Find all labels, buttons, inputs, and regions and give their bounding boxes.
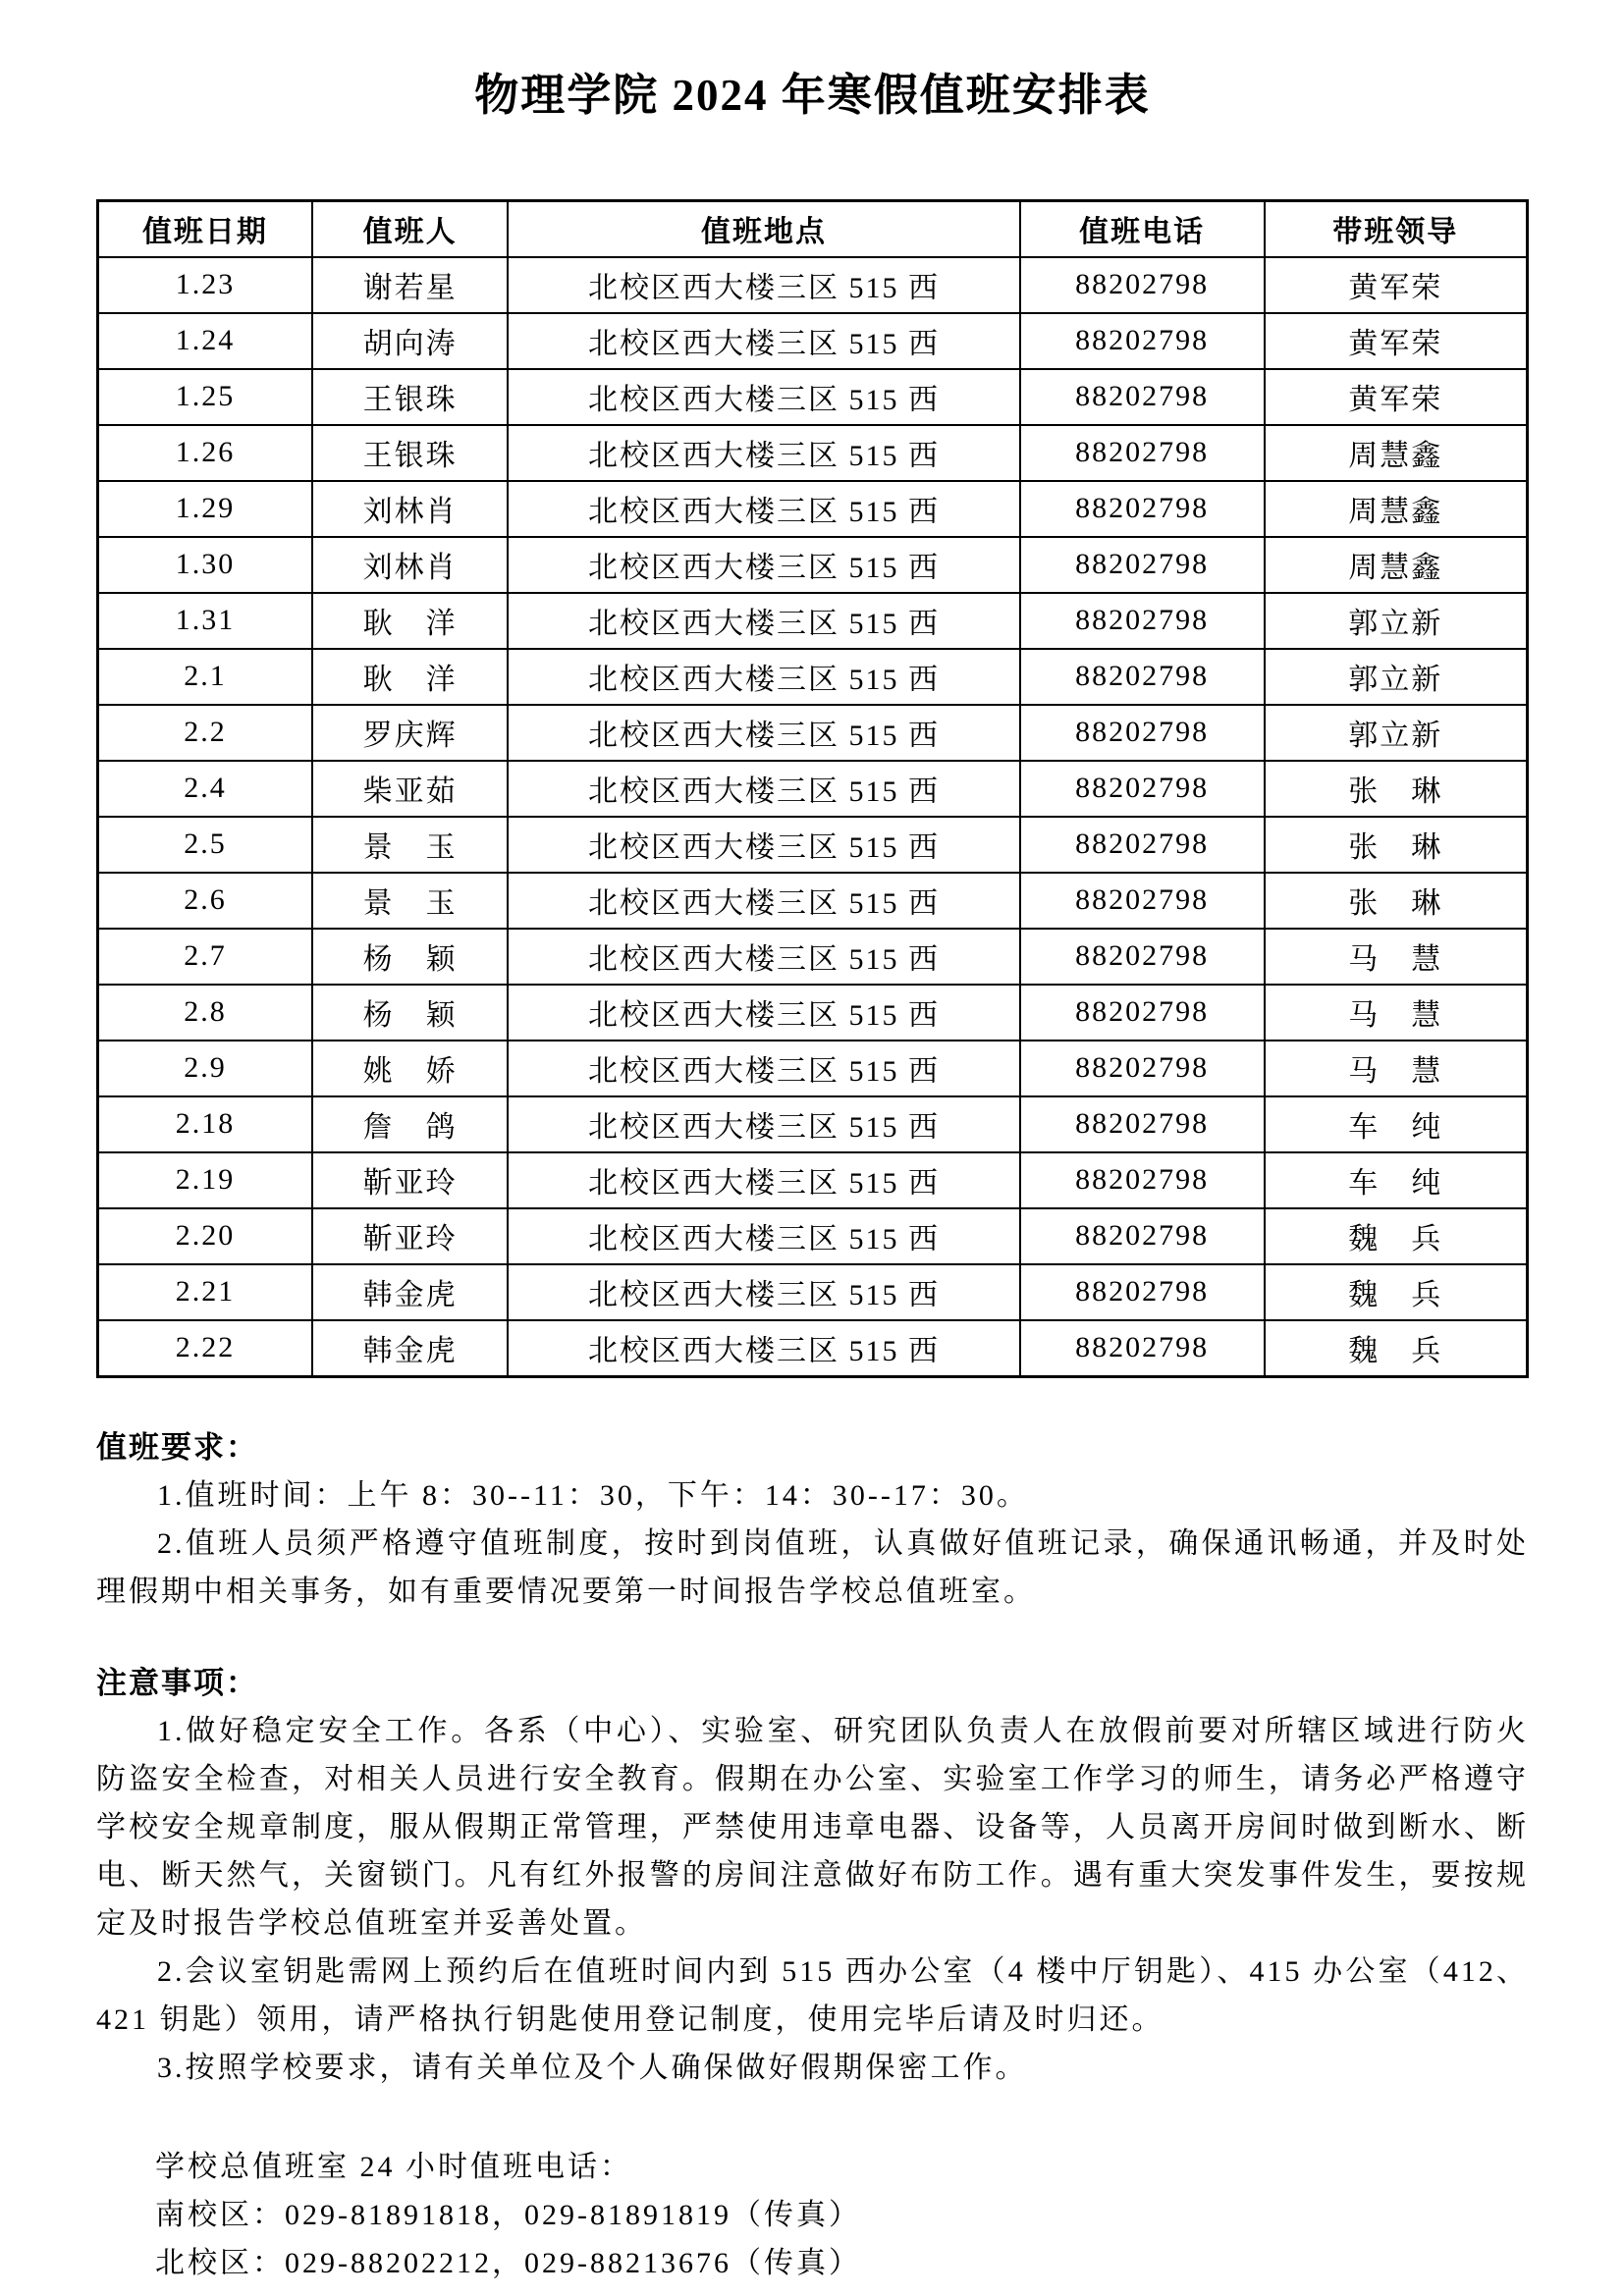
cell-date: 2.7 bbox=[98, 929, 312, 985]
table-row bbox=[98, 1152, 1528, 1208]
cell-phone: 88202798 bbox=[1020, 761, 1265, 817]
cell-person: 王银珠 bbox=[312, 369, 508, 425]
note-item-3: 3.按照学校要求，请有关单位及个人确保做好假期保密工作。 bbox=[157, 2051, 1028, 2084]
cell-date: 1.25 bbox=[98, 369, 312, 425]
cell-date: 1.24 bbox=[98, 313, 312, 369]
cell-person: 靳亚玲 bbox=[312, 1152, 508, 1208]
notes-heading: 注意事项： bbox=[96, 1665, 258, 1700]
cell-date: 2.19 bbox=[98, 1152, 312, 1208]
cell-location: 北校区西大楼三区 515 西 bbox=[508, 369, 1019, 425]
cell-location: 北校区西大楼三区 515 西 bbox=[508, 537, 1019, 593]
cell-leader: 黄军荣 bbox=[1265, 369, 1528, 425]
table-row bbox=[98, 313, 1528, 369]
cell-date: 1.29 bbox=[98, 481, 312, 537]
cell-date: 2.2 bbox=[98, 705, 312, 761]
cell-phone: 88202798 bbox=[1020, 929, 1265, 985]
table-row bbox=[98, 761, 1528, 817]
notes-section bbox=[96, 1659, 1529, 2092]
cell-person: 韩金虎 bbox=[312, 1264, 508, 1320]
cell-location: 北校区西大楼三区 515 西 bbox=[508, 257, 1019, 313]
table-row bbox=[98, 1041, 1528, 1096]
cell-location: 北校区西大楼三区 515 西 bbox=[508, 929, 1019, 985]
table-row bbox=[98, 537, 1528, 593]
table-row bbox=[98, 369, 1528, 425]
table-header-row bbox=[98, 200, 1528, 257]
cell-leader: 郭立新 bbox=[1265, 705, 1528, 761]
cell-phone: 88202798 bbox=[1020, 537, 1265, 593]
column-header-date: 值班日期 bbox=[98, 200, 312, 257]
cell-person: 耿 洋 bbox=[312, 593, 508, 649]
cell-person: 胡向涛 bbox=[312, 313, 508, 369]
cell-phone: 88202798 bbox=[1020, 1208, 1265, 1264]
table-row bbox=[98, 1096, 1528, 1152]
table-row bbox=[98, 1320, 1528, 1377]
table-row bbox=[98, 481, 1528, 537]
cell-person: 靳亚玲 bbox=[312, 1208, 508, 1264]
table-row bbox=[98, 929, 1528, 985]
cell-phone: 88202798 bbox=[1020, 369, 1265, 425]
cell-phone: 88202798 bbox=[1020, 817, 1265, 873]
note-item-2: 2.会议室钥匙需网上预约后在值班时间内到 515 西办公室（4 楼中厅钥匙）、415 办公室（412、421 钥匙）领用，请严格执行钥匙使用登记制度，使用完毕后请及时归还。 bbox=[96, 1954, 1529, 2036]
cell-person: 罗庆辉 bbox=[312, 705, 508, 761]
cell-leader: 张 琳 bbox=[1265, 817, 1528, 873]
cell-date: 1.26 bbox=[98, 425, 312, 481]
cell-location: 北校区西大楼三区 515 西 bbox=[508, 425, 1019, 481]
duty-requirements-section bbox=[96, 1423, 1529, 1616]
cell-date: 2.18 bbox=[98, 1096, 312, 1152]
cell-location: 北校区西大楼三区 515 西 bbox=[508, 705, 1019, 761]
cell-leader: 黄军荣 bbox=[1265, 257, 1528, 313]
cell-leader: 周慧鑫 bbox=[1265, 537, 1528, 593]
cell-leader: 郭立新 bbox=[1265, 649, 1528, 705]
cell-leader: 张 琳 bbox=[1265, 873, 1528, 929]
cell-location: 北校区西大楼三区 515 西 bbox=[508, 1152, 1019, 1208]
table-row bbox=[98, 649, 1528, 705]
cell-date: 2.8 bbox=[98, 985, 312, 1041]
cell-phone: 88202798 bbox=[1020, 1096, 1265, 1152]
duty-requirement-item-2: 2.值班人员须严格遵守值班制度，按时到岗值班，认真做好值班记录，确保通讯畅通，并及时处理假期中相关事务，如有重要情况要第一时间报告学校总值班室。 bbox=[96, 1526, 1529, 1608]
cell-date: 2.5 bbox=[98, 817, 312, 873]
page-title: 物理学院 2024 年寒假值班安排表 bbox=[474, 71, 1151, 120]
contact-line-north-campus: 北校区：029-88202212，029-88213676（传真） bbox=[155, 2246, 861, 2279]
table-row bbox=[98, 425, 1528, 481]
cell-location: 北校区西大楼三区 515 西 bbox=[508, 761, 1019, 817]
cell-location: 北校区西大楼三区 515 西 bbox=[508, 873, 1019, 929]
cell-person: 柴亚茹 bbox=[312, 761, 508, 817]
cell-person: 耿 洋 bbox=[312, 649, 508, 705]
cell-location: 北校区西大楼三区 515 西 bbox=[508, 817, 1019, 873]
cell-phone: 88202798 bbox=[1020, 873, 1265, 929]
cell-location: 北校区西大楼三区 515 西 bbox=[508, 985, 1019, 1041]
cell-location: 北校区西大楼三区 515 西 bbox=[508, 1264, 1019, 1320]
column-header-leader: 带班领导 bbox=[1265, 200, 1528, 257]
cell-location: 北校区西大楼三区 515 西 bbox=[508, 649, 1019, 705]
cell-location: 北校区西大楼三区 515 西 bbox=[508, 1208, 1019, 1264]
cell-person: 杨 颖 bbox=[312, 929, 508, 985]
contacts-intro: 学校总值班室 24 小时值班电话： bbox=[155, 2150, 632, 2183]
cell-person: 杨 颖 bbox=[312, 985, 508, 1041]
cell-date: 2.22 bbox=[98, 1320, 312, 1377]
cell-leader: 魏 兵 bbox=[1265, 1264, 1528, 1320]
duty-schedule-table bbox=[96, 199, 1529, 1378]
cell-leader: 郭立新 bbox=[1265, 593, 1528, 649]
table-row bbox=[98, 593, 1528, 649]
column-header-person: 值班人 bbox=[312, 200, 508, 257]
cell-leader: 黄军荣 bbox=[1265, 313, 1528, 369]
cell-date: 2.6 bbox=[98, 873, 312, 929]
cell-phone: 88202798 bbox=[1020, 705, 1265, 761]
duty-requirement-item-1: 1.值班时间：上午 8：30--11：30，下午：14：30--17：30。 bbox=[157, 1478, 1029, 1512]
cell-leader: 马 慧 bbox=[1265, 1041, 1528, 1096]
cell-phone: 88202798 bbox=[1020, 257, 1265, 313]
contact-line-south-campus: 南校区：029-81891818，029-81891819（传真） bbox=[155, 2198, 861, 2231]
cell-location: 北校区西大楼三区 515 西 bbox=[508, 313, 1019, 369]
table-row bbox=[98, 257, 1528, 313]
cell-phone: 88202798 bbox=[1020, 1264, 1265, 1320]
column-header-location: 值班地点 bbox=[508, 200, 1019, 257]
cell-phone: 88202798 bbox=[1020, 593, 1265, 649]
cell-date: 2.9 bbox=[98, 1041, 312, 1096]
cell-person: 姚 娇 bbox=[312, 1041, 508, 1096]
cell-date: 2.1 bbox=[98, 649, 312, 705]
cell-person: 詹 鸽 bbox=[312, 1096, 508, 1152]
cell-leader: 马 慧 bbox=[1265, 985, 1528, 1041]
cell-phone: 88202798 bbox=[1020, 1041, 1265, 1096]
cell-location: 北校区西大楼三区 515 西 bbox=[508, 481, 1019, 537]
table-row bbox=[98, 985, 1528, 1041]
cell-phone: 88202798 bbox=[1020, 1320, 1265, 1377]
cell-location: 北校区西大楼三区 515 西 bbox=[508, 1320, 1019, 1377]
cell-phone: 88202798 bbox=[1020, 1152, 1265, 1208]
cell-person: 刘林肖 bbox=[312, 481, 508, 537]
table-row bbox=[98, 1264, 1528, 1320]
cell-leader: 车 纯 bbox=[1265, 1152, 1528, 1208]
cell-date: 1.31 bbox=[98, 593, 312, 649]
cell-person: 王银珠 bbox=[312, 425, 508, 481]
cell-person: 刘林肖 bbox=[312, 537, 508, 593]
table-row bbox=[98, 1208, 1528, 1264]
note-item-1: 1.做好稳定安全工作。各系（中心）、实验室、研究团队负责人在放假前要对所辖区域进行防火防盗安全检查，对相关人员进行安全教育。假期在办公室、实验室工作学习的师生，请务必严格遵守学校安全规章制度，服从假期正常管理，严禁使用违章电器、设备等，人员离开房间时做到断水、断电、断天然气，关窗锁门。凡有红外报警的房间注意做好布防工作。遇有重大突发事件发生，要按规定及时报告学校总值班室并妥善处置。 bbox=[96, 1714, 1529, 1940]
duty-requirements-heading: 值班要求： bbox=[96, 1429, 258, 1465]
cell-phone: 88202798 bbox=[1020, 649, 1265, 705]
cell-date: 2.20 bbox=[98, 1208, 312, 1264]
cell-phone: 88202798 bbox=[1020, 985, 1265, 1041]
cell-location: 北校区西大楼三区 515 西 bbox=[508, 1041, 1019, 1096]
cell-date: 2.21 bbox=[98, 1264, 312, 1320]
cell-phone: 88202798 bbox=[1020, 313, 1265, 369]
cell-leader: 魏 兵 bbox=[1265, 1208, 1528, 1264]
cell-person: 景 玉 bbox=[312, 817, 508, 873]
cell-person: 韩金虎 bbox=[312, 1320, 508, 1377]
cell-leader: 车 纯 bbox=[1265, 1096, 1528, 1152]
table-row bbox=[98, 817, 1528, 873]
table-row bbox=[98, 705, 1528, 761]
cell-date: 1.30 bbox=[98, 537, 312, 593]
cell-leader: 马 慧 bbox=[1265, 929, 1528, 985]
cell-location: 北校区西大楼三区 515 西 bbox=[508, 593, 1019, 649]
cell-leader: 张 琳 bbox=[1265, 761, 1528, 817]
cell-leader: 魏 兵 bbox=[1265, 1320, 1528, 1377]
cell-location: 北校区西大楼三区 515 西 bbox=[508, 1096, 1019, 1152]
contacts-section bbox=[96, 2143, 1529, 2287]
cell-date: 1.23 bbox=[98, 257, 312, 313]
cell-person: 景 玉 bbox=[312, 873, 508, 929]
cell-person: 谢若星 bbox=[312, 257, 508, 313]
cell-date: 2.4 bbox=[98, 761, 312, 817]
cell-phone: 88202798 bbox=[1020, 481, 1265, 537]
cell-phone: 88202798 bbox=[1020, 425, 1265, 481]
cell-leader: 周慧鑫 bbox=[1265, 425, 1528, 481]
column-header-phone: 值班电话 bbox=[1020, 200, 1265, 257]
table-row bbox=[98, 873, 1528, 929]
cell-leader: 周慧鑫 bbox=[1265, 481, 1528, 537]
